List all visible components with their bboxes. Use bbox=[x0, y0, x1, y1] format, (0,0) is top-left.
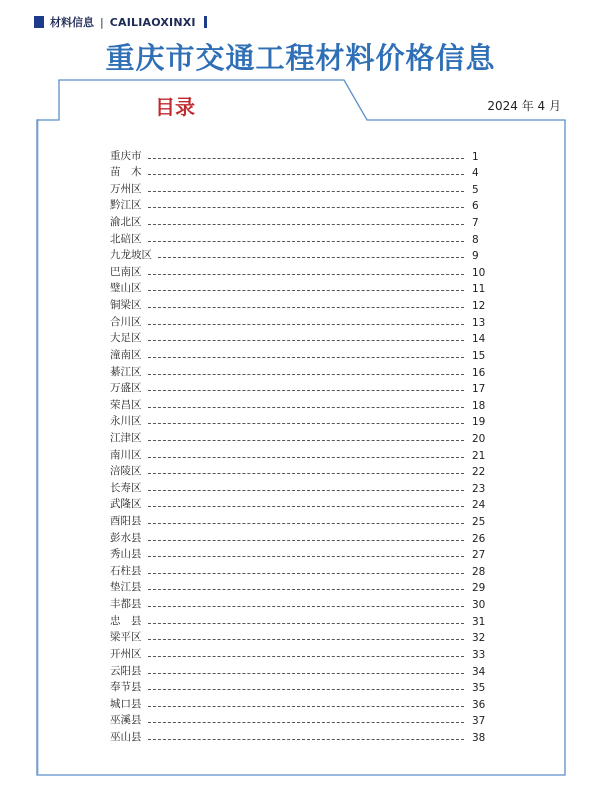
toc-entry[interactable] bbox=[110, 727, 494, 744]
toc-leader-dots bbox=[148, 340, 465, 341]
toc-entry[interactable] bbox=[110, 146, 494, 163]
toc-entry-page: 34 bbox=[472, 665, 486, 678]
toc-entry[interactable] bbox=[110, 445, 494, 462]
toc-entry[interactable] bbox=[110, 163, 494, 180]
toc-entry-page: 28 bbox=[472, 565, 486, 578]
toc-leader-dots bbox=[148, 191, 465, 192]
brand-separator: | bbox=[100, 15, 104, 29]
toc-leader-dots bbox=[148, 673, 465, 674]
brand-name-en: CAILIAOXINXI bbox=[109, 15, 196, 29]
toc-entry-page: 21 bbox=[472, 449, 486, 462]
toc-entry-page: 8 bbox=[472, 233, 479, 246]
toc-entry-page: 36 bbox=[472, 698, 486, 711]
toc-entry[interactable] bbox=[110, 212, 494, 229]
brand-name-cn: 材料信息 bbox=[50, 16, 94, 29]
toc-entry-label: 云阳县 bbox=[110, 664, 142, 677]
toc-leader-dots bbox=[148, 739, 465, 740]
toc-leader-dots bbox=[148, 241, 465, 242]
toc-leader-dots bbox=[148, 390, 465, 391]
toc-entry-label: 璧山区 bbox=[110, 282, 142, 295]
toc-entry-label: 南川区 bbox=[110, 448, 142, 461]
toc-entry[interactable] bbox=[110, 495, 494, 512]
contents-heading: 目录 bbox=[155, 95, 195, 119]
toc-entry-label: 城口县 bbox=[110, 697, 142, 710]
toc-entry-page: 15 bbox=[472, 349, 486, 362]
toc-entry-page: 31 bbox=[472, 615, 486, 628]
toc-entry[interactable] bbox=[110, 312, 494, 329]
toc-entry[interactable] bbox=[110, 179, 494, 196]
toc-entry[interactable] bbox=[110, 229, 494, 246]
toc-entry[interactable] bbox=[110, 196, 494, 213]
toc-leader-dots bbox=[148, 639, 465, 640]
toc-leader-dots bbox=[148, 224, 465, 225]
toc-entry-label: 黔江区 bbox=[110, 199, 142, 212]
toc-leader-dots bbox=[148, 174, 465, 175]
toc-entry-label: 长寿区 bbox=[110, 481, 142, 494]
toc-leader-dots bbox=[148, 274, 465, 275]
table-of-contents bbox=[110, 146, 494, 744]
toc-entry-page: 25 bbox=[472, 516, 486, 529]
toc-leader-dots bbox=[148, 706, 465, 707]
toc-entry[interactable] bbox=[110, 628, 494, 645]
toc-entry[interactable] bbox=[110, 678, 494, 695]
toc-entry-label: 丰都县 bbox=[110, 598, 142, 611]
toc-entry[interactable] bbox=[110, 395, 494, 412]
toc-entry-label: 北碚区 bbox=[110, 232, 142, 245]
toc-entry[interactable] bbox=[110, 644, 494, 661]
toc-entry-label: 铜梁区 bbox=[110, 299, 142, 312]
toc-entry-page: 4 bbox=[472, 167, 479, 180]
toc-entry[interactable] bbox=[110, 412, 494, 429]
toc-entry[interactable] bbox=[110, 661, 494, 678]
toc-leader-dots bbox=[148, 656, 465, 657]
toc-leader-dots bbox=[148, 490, 465, 491]
toc-entry-page: 32 bbox=[472, 632, 486, 645]
toc-entry-label: 奉节县 bbox=[110, 681, 142, 694]
toc-entry[interactable] bbox=[110, 329, 494, 346]
toc-entry[interactable] bbox=[110, 711, 494, 728]
toc-entry-page: 22 bbox=[472, 466, 486, 479]
toc-entry[interactable] bbox=[110, 246, 494, 263]
toc-entry-page: 1 bbox=[472, 150, 479, 163]
toc-entry[interactable] bbox=[110, 594, 494, 611]
toc-entry-label: 江津区 bbox=[110, 431, 142, 444]
toc-entry-page: 12 bbox=[472, 300, 486, 313]
toc-entry-page: 38 bbox=[472, 731, 486, 744]
toc-entry-page: 11 bbox=[472, 283, 486, 296]
toc-entry-page: 30 bbox=[472, 599, 486, 612]
toc-entry-label: 梁平区 bbox=[110, 631, 142, 644]
toc-leader-dots bbox=[148, 357, 465, 358]
toc-leader-dots bbox=[148, 440, 465, 441]
toc-entry-label: 石柱县 bbox=[110, 564, 142, 577]
toc-leader-dots bbox=[148, 623, 465, 624]
toc-entry[interactable] bbox=[110, 462, 494, 479]
toc-leader-dots bbox=[148, 722, 465, 723]
toc-entry-page: 7 bbox=[472, 217, 479, 230]
toc-entry[interactable] bbox=[110, 611, 494, 628]
toc-entry-label: 綦江区 bbox=[110, 365, 142, 378]
issue-date: 2024 年 4 月 bbox=[487, 99, 561, 113]
toc-entry-page: 6 bbox=[472, 200, 479, 213]
toc-entry[interactable] bbox=[110, 694, 494, 711]
toc-leader-dots bbox=[148, 207, 465, 208]
toc-entry-page: 27 bbox=[472, 549, 486, 562]
toc-entry-label: 秀山县 bbox=[110, 548, 142, 561]
toc-entry[interactable] bbox=[110, 545, 494, 562]
toc-entry[interactable] bbox=[110, 428, 494, 445]
toc-entry-label: 渝北区 bbox=[110, 216, 142, 229]
toc-leader-dots bbox=[148, 407, 465, 408]
toc-entry-page: 26 bbox=[472, 532, 486, 545]
toc-leader-dots bbox=[148, 473, 465, 474]
toc-entry-label: 开州区 bbox=[110, 647, 142, 660]
toc-entry[interactable] bbox=[110, 295, 494, 312]
toc-entry[interactable] bbox=[110, 362, 494, 379]
toc-leader-dots bbox=[148, 423, 465, 424]
toc-leader-dots bbox=[158, 257, 464, 258]
toc-entry-label: 万盛区 bbox=[110, 382, 142, 395]
toc-entry-label: 忠 县 bbox=[110, 614, 142, 627]
toc-entry-label: 巫山县 bbox=[110, 730, 142, 743]
toc-entry[interactable] bbox=[110, 561, 494, 578]
toc-entry[interactable] bbox=[110, 478, 494, 495]
toc-entry-label: 巴南区 bbox=[110, 265, 142, 278]
toc-leader-dots bbox=[148, 573, 465, 574]
toc-leader-dots bbox=[148, 506, 465, 507]
toc-entry-label: 重庆市 bbox=[110, 149, 142, 162]
page-title: 重庆市交通工程材料价格信息 bbox=[105, 41, 496, 75]
toc-entry[interactable] bbox=[110, 578, 494, 595]
toc-entry[interactable] bbox=[110, 528, 494, 545]
toc-entry-label: 垫江县 bbox=[110, 581, 142, 594]
toc-entry-label: 苗 木 bbox=[110, 166, 142, 179]
toc-entry-page: 35 bbox=[472, 682, 486, 695]
header-brand bbox=[34, 14, 207, 30]
toc-entry[interactable] bbox=[110, 279, 494, 296]
toc-leader-dots bbox=[148, 523, 465, 524]
toc-entry[interactable] bbox=[110, 262, 494, 279]
toc-leader-dots bbox=[148, 290, 465, 291]
toc-entry[interactable] bbox=[110, 345, 494, 362]
toc-entry-label: 彭水县 bbox=[110, 531, 142, 544]
toc-leader-dots bbox=[148, 606, 465, 607]
toc-entry-label: 潼南区 bbox=[110, 348, 142, 361]
toc-entry-page: 33 bbox=[472, 648, 486, 661]
toc-entry-page: 9 bbox=[472, 250, 479, 263]
toc-leader-dots bbox=[148, 689, 465, 690]
toc-leader-dots bbox=[148, 158, 465, 159]
toc-entry-page: 5 bbox=[472, 183, 479, 196]
toc-entry-page: 10 bbox=[472, 266, 486, 279]
toc-entry-page: 19 bbox=[472, 416, 486, 429]
toc-entry-page: 13 bbox=[472, 316, 486, 329]
toc-entry[interactable] bbox=[110, 511, 494, 528]
toc-leader-dots bbox=[148, 589, 465, 590]
toc-leader-dots bbox=[148, 540, 465, 541]
toc-entry-label: 万州区 bbox=[110, 182, 142, 195]
toc-entry-page: 17 bbox=[472, 383, 486, 396]
toc-entry-page: 29 bbox=[472, 582, 486, 595]
toc-entry[interactable] bbox=[110, 379, 494, 396]
toc-entry-page: 14 bbox=[472, 333, 486, 346]
brand-bar-icon bbox=[204, 16, 207, 28]
toc-leader-dots bbox=[148, 556, 465, 557]
toc-entry-page: 18 bbox=[472, 399, 486, 412]
toc-leader-dots bbox=[148, 457, 465, 458]
toc-entry-page: 37 bbox=[472, 715, 486, 728]
toc-entry-label: 大足区 bbox=[110, 332, 142, 345]
toc-entry-label: 涪陵区 bbox=[110, 465, 142, 478]
toc-entry-page: 20 bbox=[472, 432, 486, 445]
toc-entry-label: 九龙坡区 bbox=[110, 249, 152, 262]
toc-entry-label: 酉阳县 bbox=[110, 515, 142, 528]
toc-entry-label: 巫溪县 bbox=[110, 714, 142, 727]
toc-entry-page: 24 bbox=[472, 499, 486, 512]
toc-entry-label: 荣昌区 bbox=[110, 398, 142, 411]
toc-entry-label: 武隆区 bbox=[110, 498, 142, 511]
toc-leader-dots bbox=[148, 324, 465, 325]
brand-square-icon bbox=[34, 16, 44, 28]
toc-entry-page: 16 bbox=[472, 366, 486, 379]
toc-entry-label: 永川区 bbox=[110, 415, 142, 428]
toc-leader-dots bbox=[148, 307, 465, 308]
toc-entry-label: 合川区 bbox=[110, 315, 142, 328]
toc-entry-page: 23 bbox=[472, 482, 486, 495]
toc-leader-dots bbox=[148, 374, 465, 375]
